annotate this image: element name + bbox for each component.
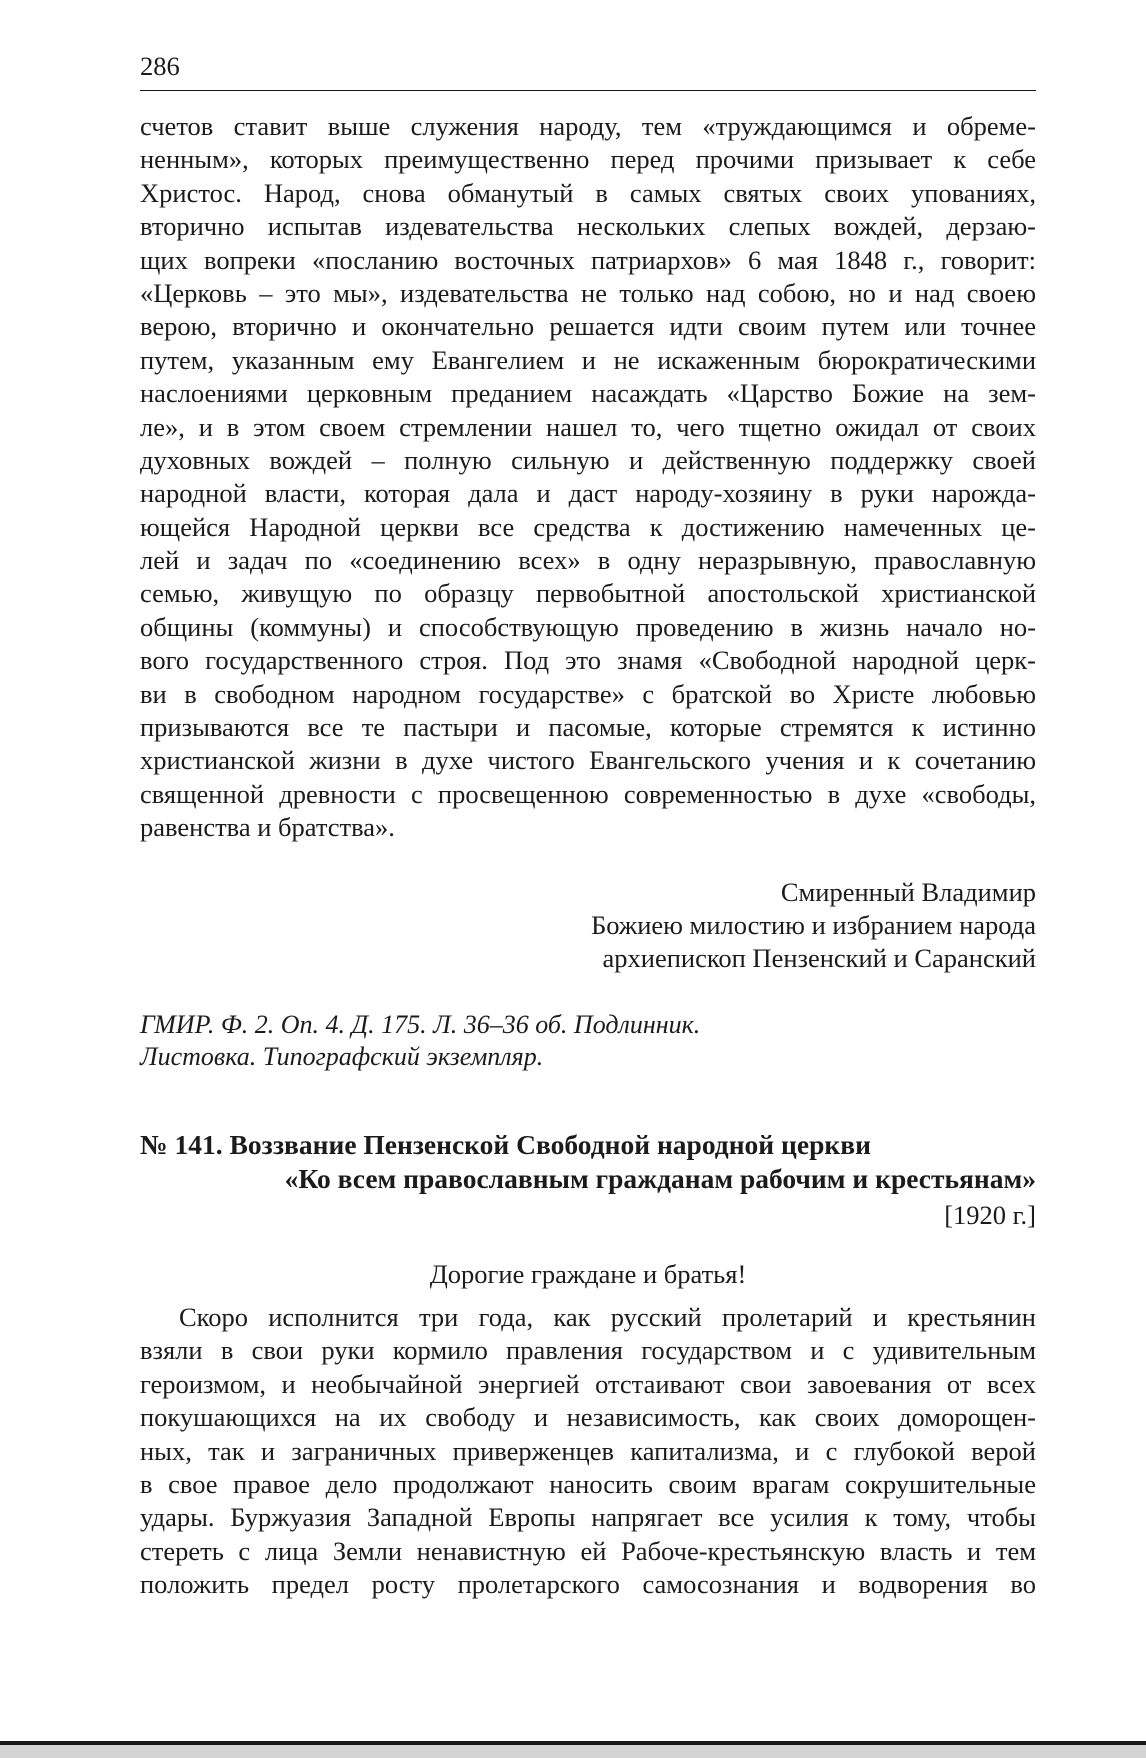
paragraph-line: духовных вождей – полную сильную и действенную поддержку своей xyxy=(140,444,1036,475)
paragraph-line: ненным», которых преимущественно перед прочими призывает к себе xyxy=(140,144,1036,175)
paragraph-line: удары. Буржуазия Западной Европы напрягает все усилия к тому, чтобы xyxy=(140,1502,1036,1533)
paragraph-line: верою, вторично и окончательно решается идти своим путем или точнее xyxy=(140,311,1036,342)
paragraph-line: героизмом, и необычайной энергией отстаивают свои завоевания от всех xyxy=(140,1368,1036,1399)
archival-source-note xyxy=(140,1009,1036,1072)
paragraph-line: «Церковь – это мы», издевательства не только над собою, но и над своею xyxy=(140,277,1036,308)
greeting-line: Дорогие граждане и братья! xyxy=(429,1259,747,1289)
source-note-line: Листовка. Типографский экземпляр. xyxy=(140,1041,544,1071)
signature-line: архиепископ Пензенский и Саранский xyxy=(602,943,1036,973)
document-subtitle: «Ко всем православным гражданам рабочим и крестьянам» xyxy=(284,1163,1036,1194)
greeting xyxy=(140,1258,1036,1291)
document-heading xyxy=(140,1128,1036,1232)
paragraph-line: в свое правое дело продолжают наносить своим врагам сокрушительные xyxy=(140,1468,1036,1499)
paragraph-line: вторично испытав издевательства нескольких слепых вождей, дерзаю- xyxy=(140,211,1036,242)
paragraph-line: священной древности с просвещенною современностью в духе «свободы, xyxy=(140,778,1036,809)
paragraph-line: вого государственного строя. Под это знамя «Свободной народной церк- xyxy=(140,645,1036,676)
paragraph-line: стереть с лица Земли ненавистную ей Рабоче-крестьянскую власть и тем xyxy=(140,1535,1036,1566)
paragraph-line: ных, так и заграничных приверженцев капитализма, и с глубокой верой xyxy=(140,1435,1036,1466)
paragraph-line: счетов ставит выше служения народу, тем «труждающимся и обреме- xyxy=(140,111,1036,141)
paragraph-line: народной власти, которая дала и даст народу-хозяину в руки нарожда- xyxy=(140,478,1036,509)
header-rule xyxy=(140,90,1036,91)
continuation-paragraph xyxy=(140,110,1036,845)
paragraph-line: положить предел росту пролетарского самосознания и водворения во xyxy=(140,1569,1036,1600)
source-note-line: ГМИР. Ф. 2. Оп. 4. Д. 175. Л. 36–36 об. Подлинник. xyxy=(140,1010,701,1039)
appeal-paragraph xyxy=(140,1301,1036,1602)
paragraph-line: покушающихся на их свободу и независимость, как своих доморощен- xyxy=(140,1402,1036,1433)
paragraph-line: ви в свободном народном государстве» с братской во Христе любовью xyxy=(140,678,1036,709)
paragraph-line: щих вопреки «посланию восточных патриархов» 6 мая 1848 г., говорит: xyxy=(140,244,1036,275)
scan-edge xyxy=(0,1741,1146,1758)
page-number: 286 xyxy=(140,51,180,81)
signature-name: Смиренный Владимир xyxy=(780,877,1036,907)
paragraph-line: взяли в свои руки кормило правления государством и с удивительным xyxy=(140,1335,1036,1366)
signature-line: Божиею милостию и избранием народа xyxy=(591,910,1036,940)
paragraph-line: христианской жизни в духе чистого Евангельского учения и к сочетанию xyxy=(140,745,1036,776)
paragraph-first-line: Скоро исполнится три года, как русский пролетарий и крестьянин xyxy=(179,1302,1036,1332)
paragraph-line: Христос. Народ, снова обманутый в самых святых своих упованиях, xyxy=(140,177,1036,208)
document-date: [1920 г.] xyxy=(944,1200,1036,1230)
paragraph-line: ющейся Народной церкви все средства к достижению намеченных це- xyxy=(140,511,1036,542)
signature-block xyxy=(140,876,1036,975)
paragraph-line: общины (коммуны) и способствующую проведению в жизнь начало но- xyxy=(140,611,1036,642)
paragraph-line: лей и задач по «соединению всех» в одну неразрывную, православную xyxy=(140,545,1036,576)
paragraph-line: путем, указанным ему Евангелием и не искаженным бюрократическими xyxy=(140,344,1036,375)
paragraph-last-line: равенства и братства». xyxy=(140,812,395,843)
paragraph-line: семью, живущую по образцу первобытной апостольской христианской xyxy=(140,578,1036,609)
document-title: № 141. Воззвание Пензенской Свободной народной церкви xyxy=(140,1129,871,1160)
paragraph-line: призываются все те пастыри и пасомые, которые стремятся к истинно xyxy=(140,712,1036,743)
paragraph-line: ле», и в этом своем стремлении нашел то, чего тщетно ожидал от своих xyxy=(140,411,1036,442)
paragraph-line: наслоениями церковным преданием насаждать «Царство Божие на зем- xyxy=(140,378,1036,409)
